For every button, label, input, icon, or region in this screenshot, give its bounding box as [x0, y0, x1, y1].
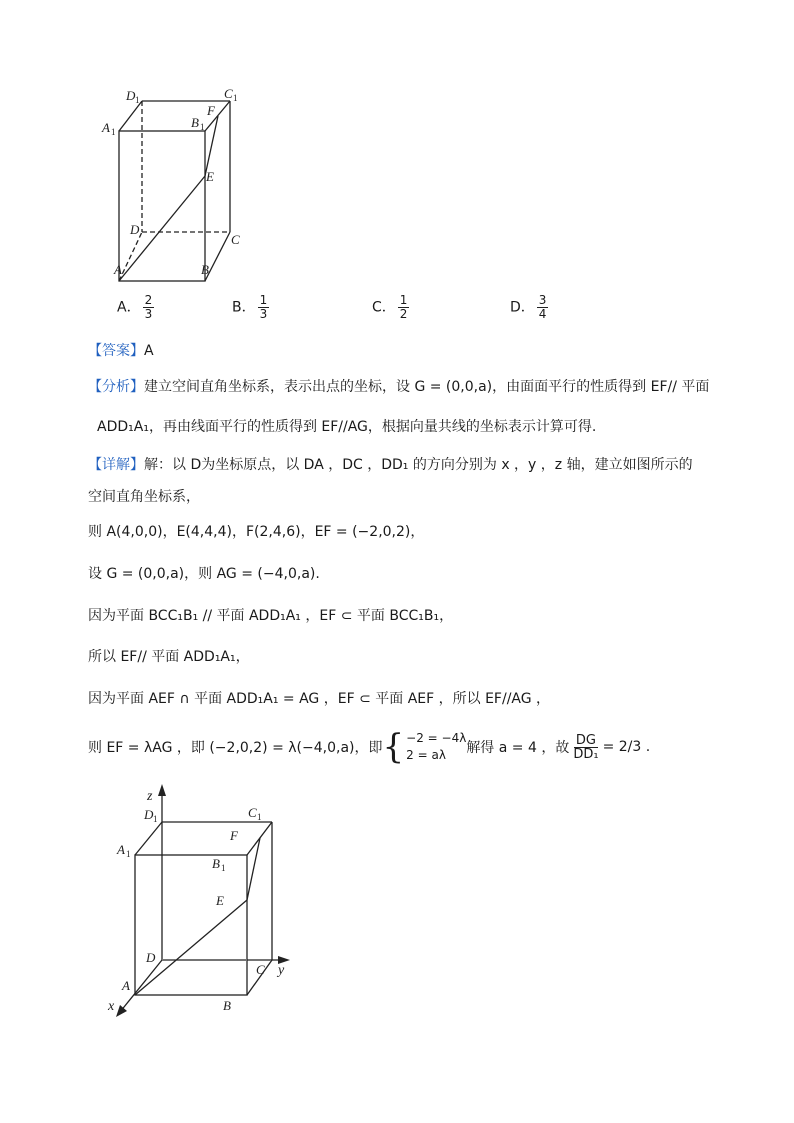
axis-label-z: z [147, 789, 153, 804]
axis-label-y: y [278, 963, 285, 978]
detail-line-7: 因为平面 AEF ∩ 平面 ADD₁A₁ = AG ，EF ⊂ 平面 AEF ，所以 EF//AG ， [88, 691, 551, 707]
label2-A1: A [117, 842, 125, 857]
option-b: B． $\frac{1}{3}$ [232, 293, 268, 321]
svg-text:1: 1 [111, 127, 116, 137]
figure-box-2 [100, 780, 300, 1020]
detail-line-5: 因为平面 BCC₁B₁ // 平面 ADD₁A₁ ，EF ⊂ 平面 BCC₁B₁， [88, 608, 454, 624]
label-A1: A [102, 120, 110, 135]
svg-text:1: 1 [221, 863, 226, 873]
option-d: D． $\frac{3}{4}$ [510, 293, 547, 321]
svg-text:1: 1 [153, 814, 158, 824]
detail-line-8: 则 EF = λAG ，即 (−2,0,2) = λ(−4,0,a)，即 { −2 = −4λ 2 = aλ 解得 a = 4 ，故 $\frac{DG}{\text{DD₁}}$ = 2/3 . [88, 727, 651, 767]
label2-A: A [122, 978, 130, 993]
answer-value: A [144, 343, 154, 359]
label2-F: F [230, 828, 238, 843]
label2-C1: C [248, 805, 257, 820]
label-C: C [231, 232, 240, 247]
equation-system: { −2 = −4λ 2 = aλ [382, 727, 467, 767]
option-a: A． $\frac{2}{3}$ [117, 293, 153, 321]
answer-tag: 【答案】 [88, 343, 144, 359]
analysis-line-1: 【分析】建立空间直角坐标系，表示出点的坐标，设 G = (0,0,a)，由面面平行的性质得到 EF// 平面 [88, 379, 710, 395]
analysis-line-2: ADD₁A₁，再由线面平行的性质得到 EF//AG，根据向量共线的坐标表示计算可得. [97, 419, 597, 435]
svg-text:1: 1 [200, 122, 205, 132]
label2-B: B [223, 998, 231, 1013]
detail-line-3: 则 A(4,0,0)，E(4,4,4)，F(2,4,6)，EF = (−2,0,2)， [88, 524, 425, 540]
svg-text:1: 1 [233, 93, 238, 103]
label-B: B [201, 262, 209, 277]
detail-line-6: 所以 EF// 平面 ADD₁A₁， [88, 649, 250, 665]
axis-label-x: x [108, 999, 115, 1014]
svg-text:1: 1 [135, 95, 140, 105]
detail-line-4: 设 G = (0,0,a)，则 AG = (−4,0,a). [88, 566, 320, 582]
label-C1: C [224, 86, 233, 101]
detail-line-1: 【详解】解：以 D为坐标原点，以 DA ，DC ，DD₁ 的方向分别为 x ，y ，z 轴，建立如图所示的 [88, 457, 693, 473]
answer-line [88, 340, 154, 360]
label-D1: D [126, 88, 136, 103]
label-F: F [207, 103, 215, 118]
figure-box-1 [100, 82, 260, 282]
label2-C: C [256, 962, 265, 977]
label-B1: B [191, 115, 199, 130]
label2-D: D [146, 950, 156, 965]
label2-B1: B [212, 856, 220, 871]
label2-E: E [216, 893, 224, 908]
svg-text:1: 1 [257, 812, 262, 822]
label-E: E [206, 169, 214, 184]
label2-D1: D [144, 807, 154, 822]
detail-line-2: 空间直角坐标系， [88, 489, 200, 505]
svg-text:1: 1 [126, 849, 131, 859]
label-A: A [114, 262, 122, 277]
option-c: C． $\frac{1}{2}$ [372, 293, 408, 321]
label-D: D [130, 222, 140, 237]
